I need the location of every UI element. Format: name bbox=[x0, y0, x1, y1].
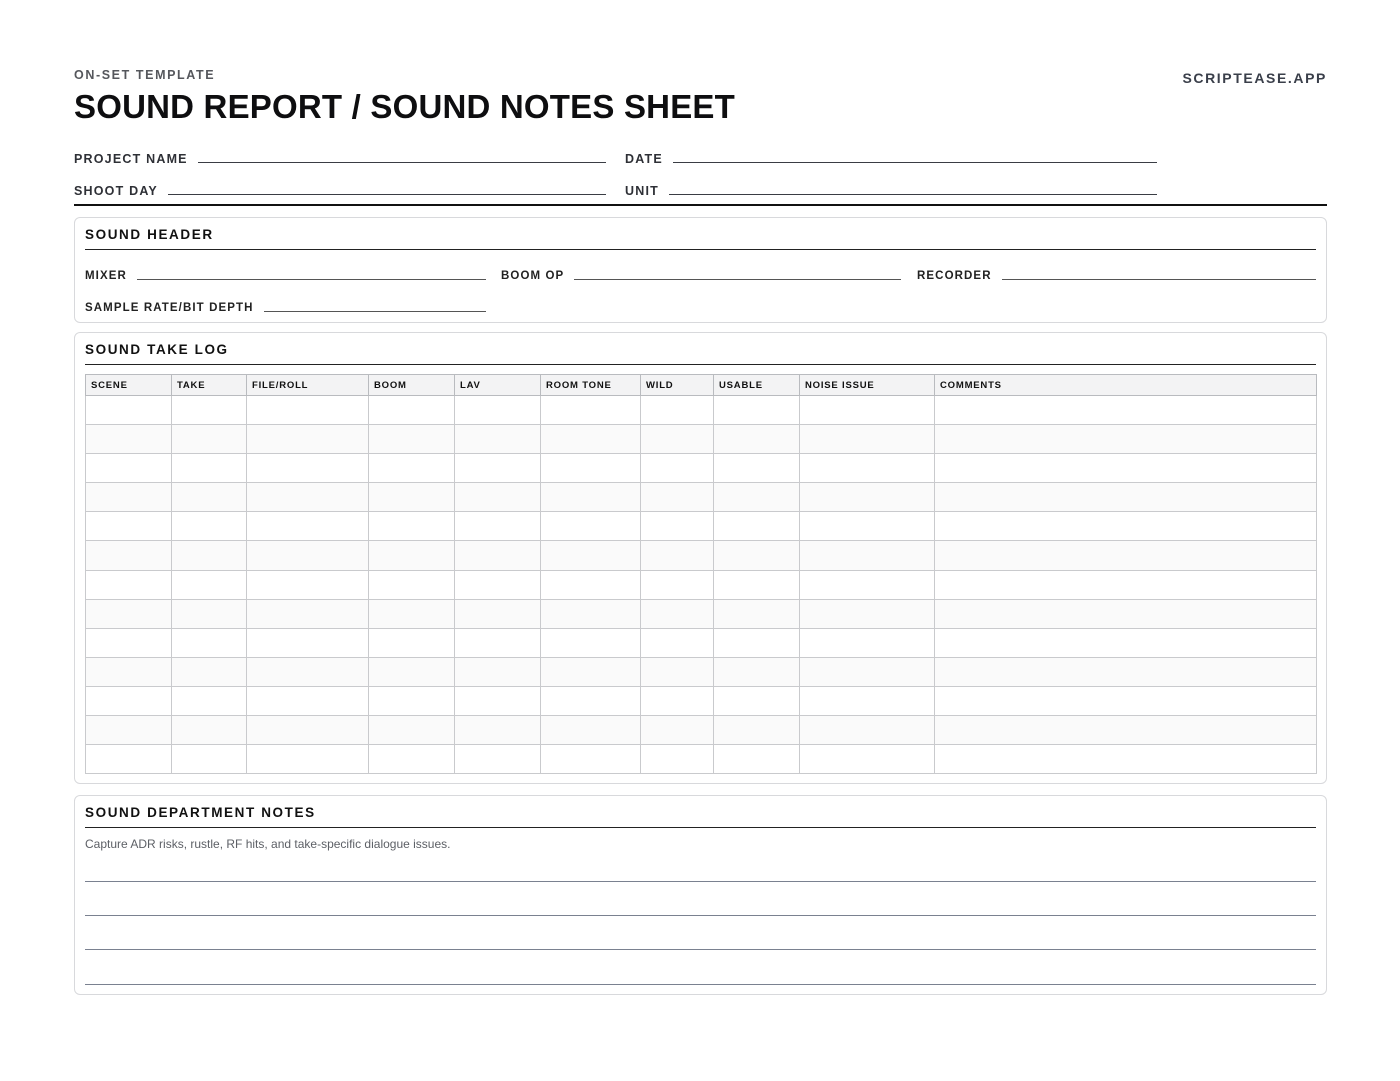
log-cell[interactable] bbox=[800, 512, 935, 541]
log-cell[interactable] bbox=[800, 657, 935, 686]
log-cell[interactable] bbox=[714, 628, 800, 657]
log-cell[interactable] bbox=[641, 628, 714, 657]
log-cell[interactable] bbox=[641, 745, 714, 774]
log-cell[interactable] bbox=[247, 570, 369, 599]
log-cell[interactable] bbox=[641, 541, 714, 570]
log-cell[interactable] bbox=[641, 716, 714, 745]
log-cell[interactable] bbox=[369, 745, 455, 774]
log-cell[interactable] bbox=[800, 628, 935, 657]
col-usable: USABLE bbox=[714, 375, 800, 396]
log-cell[interactable] bbox=[541, 657, 641, 686]
log-cell[interactable] bbox=[247, 628, 369, 657]
recorder-line[interactable] bbox=[1002, 279, 1316, 280]
log-cell[interactable] bbox=[541, 745, 641, 774]
log-cell[interactable] bbox=[935, 745, 1317, 774]
log-cell[interactable] bbox=[935, 541, 1317, 570]
log-cell[interactable] bbox=[455, 716, 541, 745]
mixer-label: MIXER bbox=[85, 270, 127, 282]
log-cell[interactable] bbox=[369, 454, 455, 483]
meta-fields bbox=[74, 124, 1327, 206]
log-cell[interactable] bbox=[247, 483, 369, 512]
col-lav: LAV bbox=[455, 375, 541, 396]
log-cell[interactable] bbox=[369, 628, 455, 657]
take-log-section bbox=[74, 332, 1327, 784]
shoot-day-label: SHOOT DAY bbox=[74, 184, 158, 198]
log-cell[interactable] bbox=[369, 541, 455, 570]
log-cell[interactable] bbox=[455, 483, 541, 512]
mixer-field[interactable] bbox=[85, 266, 486, 282]
log-cell[interactable] bbox=[541, 512, 641, 541]
sample-rate-field[interactable] bbox=[85, 298, 486, 314]
log-cell[interactable] bbox=[86, 599, 172, 628]
log-cell[interactable] bbox=[800, 483, 935, 512]
table-row bbox=[86, 425, 1317, 454]
unit-label: UNIT bbox=[625, 184, 659, 198]
log-cell[interactable] bbox=[641, 425, 714, 454]
log-cell[interactable] bbox=[935, 657, 1317, 686]
log-cell[interactable] bbox=[247, 745, 369, 774]
log-cell[interactable] bbox=[86, 657, 172, 686]
table-row bbox=[86, 396, 1317, 425]
log-cell[interactable] bbox=[541, 686, 641, 715]
log-cell[interactable] bbox=[172, 628, 247, 657]
log-cell[interactable] bbox=[935, 599, 1317, 628]
log-cell[interactable] bbox=[714, 396, 800, 425]
notes-line[interactable] bbox=[85, 984, 1316, 985]
table-row bbox=[86, 512, 1317, 541]
log-cell[interactable] bbox=[541, 541, 641, 570]
shoot-day-line[interactable] bbox=[168, 194, 606, 195]
project-name-label: PROJECT NAME bbox=[74, 152, 188, 166]
log-cell[interactable] bbox=[455, 541, 541, 570]
log-cell[interactable] bbox=[247, 425, 369, 454]
log-cell[interactable] bbox=[247, 541, 369, 570]
take-log-header-row bbox=[86, 375, 1317, 396]
log-cell[interactable] bbox=[247, 396, 369, 425]
log-cell[interactable] bbox=[86, 628, 172, 657]
log-cell[interactable] bbox=[86, 483, 172, 512]
log-cell[interactable] bbox=[935, 686, 1317, 715]
notes-line[interactable] bbox=[85, 949, 1316, 950]
log-cell[interactable] bbox=[800, 454, 935, 483]
log-cell[interactable] bbox=[455, 570, 541, 599]
log-cell[interactable] bbox=[800, 541, 935, 570]
sample-rate-line[interactable] bbox=[264, 311, 486, 312]
log-cell[interactable] bbox=[714, 425, 800, 454]
log-cell[interactable] bbox=[541, 425, 641, 454]
log-cell[interactable] bbox=[641, 454, 714, 483]
log-cell[interactable] bbox=[641, 570, 714, 599]
log-cell[interactable] bbox=[800, 599, 935, 628]
col-take: TAKE bbox=[172, 375, 247, 396]
log-cell[interactable] bbox=[369, 425, 455, 454]
log-cell[interactable] bbox=[172, 657, 247, 686]
log-cell[interactable] bbox=[800, 716, 935, 745]
col-boom: BOOM bbox=[369, 375, 455, 396]
brand-label: SCRIPTEASE.APP bbox=[1182, 70, 1327, 86]
log-cell[interactable] bbox=[541, 570, 641, 599]
shoot-day-field[interactable] bbox=[74, 180, 606, 198]
log-cell[interactable] bbox=[172, 483, 247, 512]
take-log-table bbox=[85, 374, 1317, 774]
notes-line[interactable] bbox=[85, 915, 1316, 916]
table-row bbox=[86, 745, 1317, 774]
log-cell[interactable] bbox=[714, 570, 800, 599]
col-wild: WILD bbox=[641, 375, 714, 396]
log-cell[interactable] bbox=[641, 686, 714, 715]
recorder-field[interactable] bbox=[917, 266, 1316, 282]
log-cell[interactable] bbox=[86, 716, 172, 745]
log-cell[interactable] bbox=[369, 686, 455, 715]
log-cell[interactable] bbox=[86, 425, 172, 454]
log-cell[interactable] bbox=[541, 628, 641, 657]
log-cell[interactable] bbox=[247, 657, 369, 686]
notes-title: SOUND DEPARTMENT NOTES bbox=[85, 806, 1316, 828]
table-row bbox=[86, 483, 1317, 512]
log-cell[interactable] bbox=[541, 716, 641, 745]
table-row bbox=[86, 599, 1317, 628]
unit-line[interactable] bbox=[669, 194, 1157, 195]
log-cell[interactable] bbox=[172, 425, 247, 454]
log-cell[interactable] bbox=[800, 425, 935, 454]
project-name-line[interactable] bbox=[198, 162, 606, 163]
log-cell[interactable] bbox=[714, 716, 800, 745]
mixer-line[interactable] bbox=[137, 279, 486, 280]
log-cell[interactable] bbox=[541, 599, 641, 628]
page-title: SOUND REPORT / SOUND NOTES SHEET bbox=[74, 88, 735, 125]
log-cell[interactable] bbox=[455, 686, 541, 715]
log-cell[interactable] bbox=[935, 628, 1317, 657]
log-cell[interactable] bbox=[455, 512, 541, 541]
log-cell[interactable] bbox=[455, 745, 541, 774]
log-cell[interactable] bbox=[800, 570, 935, 599]
log-cell[interactable] bbox=[369, 716, 455, 745]
log-cell[interactable] bbox=[369, 483, 455, 512]
log-cell[interactable] bbox=[641, 657, 714, 686]
log-cell[interactable] bbox=[641, 599, 714, 628]
date-label: DATE bbox=[625, 152, 663, 166]
date-field[interactable] bbox=[625, 148, 1157, 166]
table-row bbox=[86, 716, 1317, 745]
unit-field[interactable] bbox=[625, 180, 1157, 198]
log-cell[interactable] bbox=[247, 454, 369, 483]
log-cell[interactable] bbox=[541, 454, 641, 483]
template-kicker: ON-SET TEMPLATE bbox=[74, 68, 216, 82]
table-row bbox=[86, 541, 1317, 570]
log-cell[interactable] bbox=[714, 686, 800, 715]
log-cell[interactable] bbox=[369, 396, 455, 425]
log-cell[interactable] bbox=[369, 657, 455, 686]
log-cell[interactable] bbox=[935, 483, 1317, 512]
log-cell[interactable] bbox=[935, 716, 1317, 745]
log-cell[interactable] bbox=[172, 512, 247, 541]
col-room-tone: ROOM TONE bbox=[541, 375, 641, 396]
boom-op-line[interactable] bbox=[574, 279, 901, 280]
table-row bbox=[86, 686, 1317, 715]
log-cell[interactable] bbox=[369, 512, 455, 541]
log-cell[interactable] bbox=[714, 745, 800, 774]
log-cell[interactable] bbox=[800, 396, 935, 425]
boom-op-field[interactable] bbox=[501, 266, 901, 282]
log-cell[interactable] bbox=[86, 512, 172, 541]
boom-op-label: BOOM OP bbox=[501, 270, 565, 282]
sound-header-section bbox=[74, 217, 1327, 323]
log-cell[interactable] bbox=[172, 570, 247, 599]
header-divider bbox=[74, 204, 1327, 206]
log-cell[interactable] bbox=[935, 454, 1317, 483]
log-cell[interactable] bbox=[935, 512, 1317, 541]
log-cell[interactable] bbox=[172, 686, 247, 715]
col-noise-issue: NOISE ISSUE bbox=[800, 375, 935, 396]
sound-report-page bbox=[74, 68, 1327, 851]
col-scene: SCENE bbox=[86, 375, 172, 396]
col-file-roll: FILE/ROLL bbox=[247, 375, 369, 396]
log-cell[interactable] bbox=[714, 512, 800, 541]
log-cell[interactable] bbox=[172, 599, 247, 628]
log-cell[interactable] bbox=[247, 686, 369, 715]
table-row bbox=[86, 454, 1317, 483]
table-row bbox=[86, 628, 1317, 657]
sound-header-title: SOUND HEADER bbox=[85, 228, 1316, 250]
log-cell[interactable] bbox=[86, 396, 172, 425]
log-cell[interactable] bbox=[369, 599, 455, 628]
table-row bbox=[86, 657, 1317, 686]
project-name-field[interactable] bbox=[74, 148, 606, 166]
log-cell[interactable] bbox=[641, 483, 714, 512]
log-cell[interactable] bbox=[172, 541, 247, 570]
notes-hint: Capture ADR risks, rustle, RF hits, and take-specific dialogue issues. bbox=[85, 837, 451, 851]
log-cell[interactable] bbox=[369, 570, 455, 599]
log-cell[interactable] bbox=[172, 454, 247, 483]
log-cell[interactable] bbox=[714, 483, 800, 512]
log-cell[interactable] bbox=[714, 454, 800, 483]
col-comments: COMMENTS bbox=[935, 375, 1317, 396]
log-cell[interactable] bbox=[86, 686, 172, 715]
log-cell[interactable] bbox=[86, 570, 172, 599]
table-row bbox=[86, 570, 1317, 599]
log-cell[interactable] bbox=[541, 396, 641, 425]
log-cell[interactable] bbox=[86, 541, 172, 570]
date-line[interactable] bbox=[673, 162, 1157, 163]
log-cell[interactable] bbox=[455, 396, 541, 425]
log-cell[interactable] bbox=[935, 396, 1317, 425]
notes-line[interactable] bbox=[85, 881, 1316, 882]
log-cell[interactable] bbox=[714, 541, 800, 570]
recorder-label: RECORDER bbox=[917, 270, 992, 282]
log-cell[interactable] bbox=[714, 599, 800, 628]
log-cell[interactable] bbox=[935, 570, 1317, 599]
sample-rate-label: SAMPLE RATE/BIT DEPTH bbox=[85, 302, 254, 314]
log-cell[interactable] bbox=[935, 425, 1317, 454]
log-cell[interactable] bbox=[86, 745, 172, 774]
log-cell[interactable] bbox=[455, 657, 541, 686]
log-cell[interactable] bbox=[247, 512, 369, 541]
log-cell[interactable] bbox=[641, 512, 714, 541]
log-cell[interactable] bbox=[172, 396, 247, 425]
take-log-body bbox=[86, 396, 1317, 774]
log-cell[interactable] bbox=[800, 745, 935, 774]
log-cell[interactable] bbox=[800, 686, 935, 715]
log-cell[interactable] bbox=[172, 716, 247, 745]
log-cell[interactable] bbox=[541, 483, 641, 512]
log-cell[interactable] bbox=[714, 657, 800, 686]
log-cell[interactable] bbox=[641, 396, 714, 425]
log-cell[interactable] bbox=[455, 628, 541, 657]
log-cell[interactable] bbox=[86, 454, 172, 483]
log-cell[interactable] bbox=[172, 745, 247, 774]
log-cell[interactable] bbox=[455, 599, 541, 628]
take-log-title: SOUND TAKE LOG bbox=[85, 343, 1316, 365]
log-cell[interactable] bbox=[247, 716, 369, 745]
log-cell[interactable] bbox=[455, 454, 541, 483]
notes-section bbox=[74, 795, 1327, 995]
log-cell[interactable] bbox=[247, 599, 369, 628]
log-cell[interactable] bbox=[455, 425, 541, 454]
